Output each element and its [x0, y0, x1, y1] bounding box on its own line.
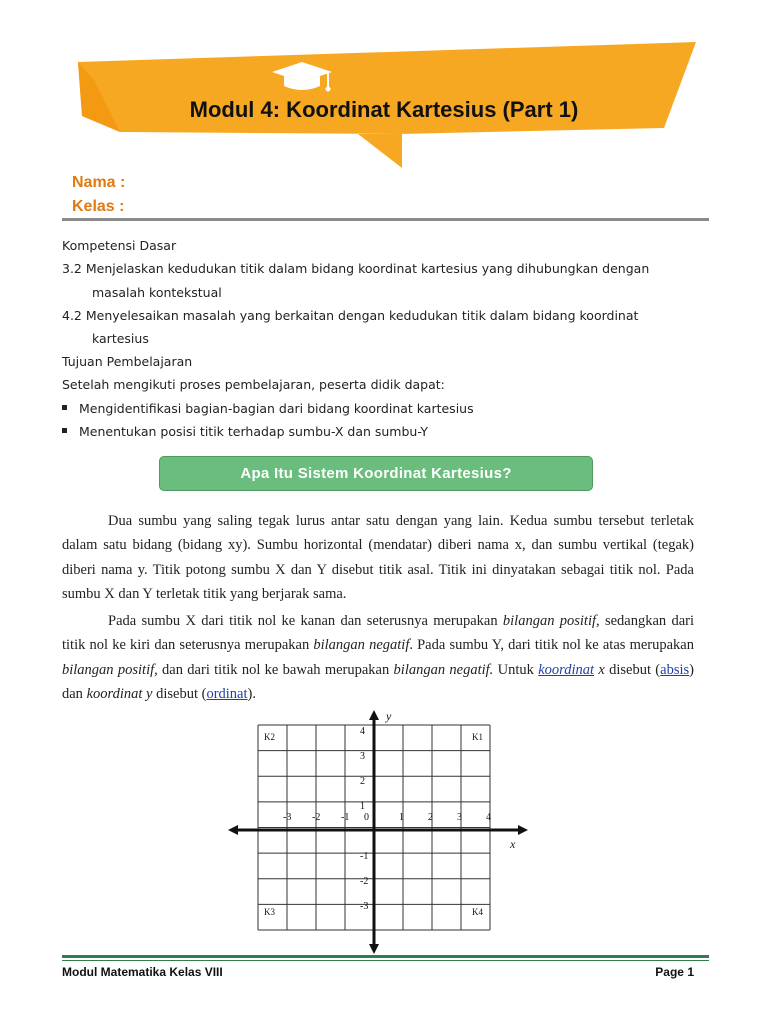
section-heading: Apa Itu Sistem Koordinat Kartesius? — [240, 465, 512, 482]
emphasis: bilangan positif, — [62, 661, 158, 678]
objectives-intro: Setelah mengikuti proses pembelajaran, peserta didik dapat: — [62, 377, 445, 392]
text-run: dan dari titik nol ke bawah merupakan — [157, 661, 394, 678]
objective-item — [62, 401, 474, 417]
text-run: ) dan — [62, 661, 694, 702]
competency-item-1: 3.2 Menjelaskan kedudukan titik dalam bidang koordinat kartesius yang dihubungkan dengan — [62, 261, 650, 276]
page-number: Page 1 — [655, 965, 694, 979]
text-run: . Pada sumbu Y, dari titik nol ke atas merupakan — [409, 637, 694, 654]
x-tick-label: 3 — [457, 812, 462, 823]
header-divider — [62, 218, 709, 221]
x-tick-label: 1 — [399, 812, 404, 823]
text-run: Untuk — [493, 661, 539, 678]
x-axis-label: x — [510, 837, 516, 851]
name-label: Nama : — [72, 174, 126, 191]
quadrant-label-k2: K2 — [264, 732, 275, 742]
objectives-heading: Tujuan Pembelajaran — [62, 354, 193, 369]
objective-item — [62, 424, 428, 440]
footer-module-name: Modul Matematika Kelas VIII — [62, 965, 223, 979]
quadrant-label-k4: K4 — [472, 907, 483, 917]
y-tick-label: -3 — [360, 901, 369, 912]
x-tick-label: -2 — [312, 812, 321, 823]
competency-heading: Kompetensi Dasar — [62, 238, 177, 253]
y-axis-label: y — [386, 709, 392, 723]
text-run: Pada sumbu X dari titik nol ke kanan dan seterusnya merupakan — [108, 613, 503, 629]
bullet-icon — [62, 405, 67, 410]
footer-divider — [62, 955, 709, 958]
text-run: disebut ( — [604, 661, 661, 678]
competency-item-1-cont: masalah kontekstual — [92, 285, 222, 300]
y-tick-label: -1 — [360, 851, 369, 862]
y-tick-label: -2 — [360, 876, 369, 887]
text-run: disebut ( — [152, 685, 207, 702]
emphasis: koordinat y — [86, 685, 153, 702]
emphasis: bilangan positif, — [502, 613, 600, 629]
class-label: Kelas : — [72, 198, 125, 215]
page-title: Modul 4: Koordinat Kartesius (Part 1) — [189, 97, 579, 122]
x-tick-label: 2 — [428, 812, 433, 823]
x-tick-label: -1 — [341, 812, 350, 823]
objective-text: Menentukan posisi titik terhadap sumbu-X dan sumbu-Y — [79, 424, 429, 439]
footer-divider-thin — [62, 960, 709, 961]
x-tick-label: 0 — [364, 812, 369, 823]
y-tick-label: 2 — [360, 776, 365, 787]
x-tick-label: -3 — [283, 812, 292, 823]
emphasis: x — [594, 661, 605, 678]
cartesian-grid-figure — [228, 708, 528, 956]
competency-item-2-cont: kartesius — [92, 331, 149, 346]
ordinat-link[interactable]: ordinat — [206, 685, 248, 702]
objective-text: Mengidentifikasi bagian-bagian dari bidang koordinat kartesius — [79, 401, 474, 416]
y-tick-label: 1 — [360, 801, 365, 812]
absis-link[interactable]: absis — [660, 661, 690, 678]
y-tick-label: 4 — [360, 726, 365, 737]
bullet-icon — [62, 428, 67, 433]
x-axis — [228, 825, 528, 835]
paragraph-axes — [62, 609, 694, 706]
emphasis: bilangan negatif. — [393, 661, 494, 678]
quadrant-label-k1: K1 — [472, 732, 483, 742]
paragraph-intro: Dua sumbu yang saling tegak lurus antar satu dengan yang lain. Kedua sumbu tersebut terletak dalam satu bidang (bidang xy). Sumbu horizontal (mendatar) diberi nama x, dan sumbu vertikal (tegak) diberi nama y. Titik potong sumbu X dan Y disebut titik asal. Titik ini dinyatakan sebagai titik nol. Pada sumbu X dan Y terletak titik yang berjarak sama. — [62, 513, 694, 602]
x-tick-label: 4 — [486, 812, 491, 823]
y-tick-label: 3 — [360, 751, 365, 762]
y-axis — [369, 710, 379, 954]
quadrant-label-k3: K3 — [264, 907, 275, 917]
text-run: ). — [247, 685, 256, 702]
text-run: sedangkan dari titik nol ke kiri dan seterusnya merupakan — [62, 613, 694, 654]
emphasis: bilangan negatif — [313, 637, 410, 654]
competency-item-2: 4.2 Menyelesaikan masalah yang berkaitan dengan kedudukan titik dalam bidang koordinat — [62, 308, 639, 323]
koordinat-link[interactable]: koordinat — [538, 661, 595, 678]
